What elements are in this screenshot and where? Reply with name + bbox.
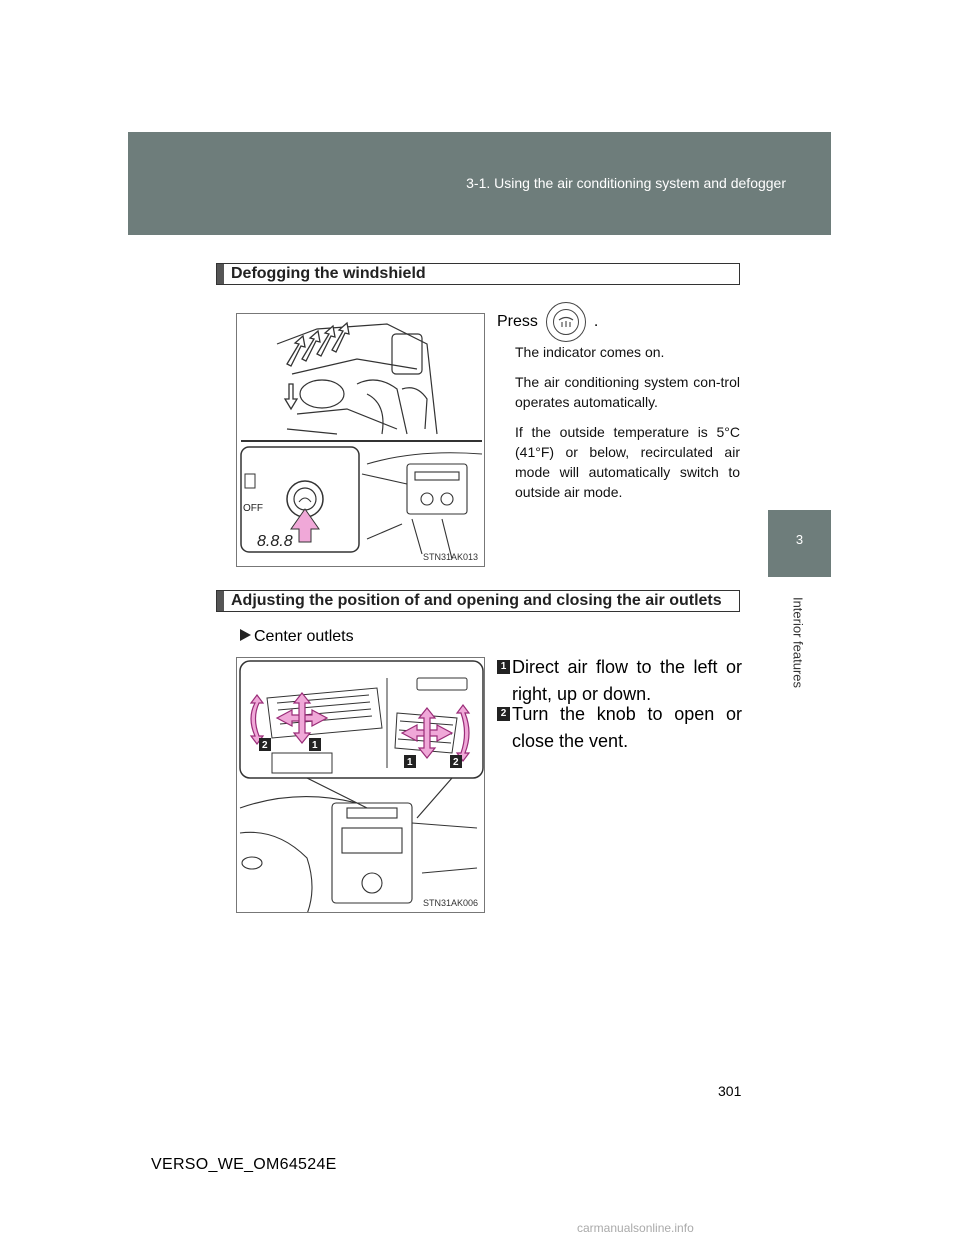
section-marker <box>217 264 224 284</box>
callout-1-left: 1 <box>312 740 318 751</box>
callout-2-right: 2 <box>453 757 459 768</box>
press-prefix: Press <box>497 313 538 330</box>
section-heading-defogging <box>216 263 740 285</box>
defogger-figure <box>236 313 485 567</box>
note-indicator: The indicator comes on. <box>515 344 665 360</box>
figure-code: STN31AK006 <box>422 898 478 908</box>
header-band <box>128 132 831 235</box>
press-instruction <box>497 302 598 342</box>
step-text: Direct air flow to the left or right, up or down. <box>512 657 742 704</box>
header-title: 3-1. Using the air conditioning system and defogger <box>466 175 786 191</box>
triangle-bullet-icon <box>240 629 251 641</box>
page-number: 301 <box>718 1083 742 1099</box>
section-title: Defogging the windshield <box>231 265 426 282</box>
defogger-icon-inner <box>553 309 579 335</box>
section-marker <box>217 591 224 611</box>
figure-display: 8.8.8 <box>257 533 293 550</box>
note-outside-air: If the outside temperature is 5°C (41°F) or below, recirculated air mode will automatically switch to outside air mode. <box>515 424 740 500</box>
step-2 <box>497 701 742 755</box>
note-auto-control: The air conditioning system con-trol operates automatically. <box>515 374 740 410</box>
center-outlets-figure <box>236 657 485 913</box>
center-outlets-illustration <box>237 658 485 913</box>
defogger-button-icon <box>546 302 586 342</box>
figure-code: STN31AK013 <box>422 552 478 562</box>
defogger-illustration <box>237 314 485 567</box>
windshield-defrost-icon <box>558 316 574 328</box>
watermark: carmanualsonline.info <box>577 1221 694 1235</box>
callout-2-left: 2 <box>262 740 268 751</box>
section-title: Adjusting the position of and opening and closing the air outlets <box>231 592 722 609</box>
step-text: Turn the knob to open or close the vent. <box>512 704 742 751</box>
chapter-label <box>788 590 808 700</box>
chapter-number: 3 <box>795 532 804 547</box>
step-number-badge: 2 <box>497 707 510 721</box>
document-code: VERSO_WE_OM64524E <box>151 1156 337 1173</box>
press-suffix: . <box>593 313 599 330</box>
subheading-text: Center outlets <box>254 628 354 645</box>
section-heading-outlets <box>216 590 740 612</box>
chapter-tab[interactable] <box>768 510 831 577</box>
callout-1-right: 1 <box>407 757 413 768</box>
chapter-label-text: Interior features <box>790 596 806 689</box>
step-number-badge: 1 <box>497 660 510 674</box>
step-1 <box>497 654 742 708</box>
center-outlets-subheading <box>240 628 354 646</box>
off-label: OFF <box>243 503 263 514</box>
